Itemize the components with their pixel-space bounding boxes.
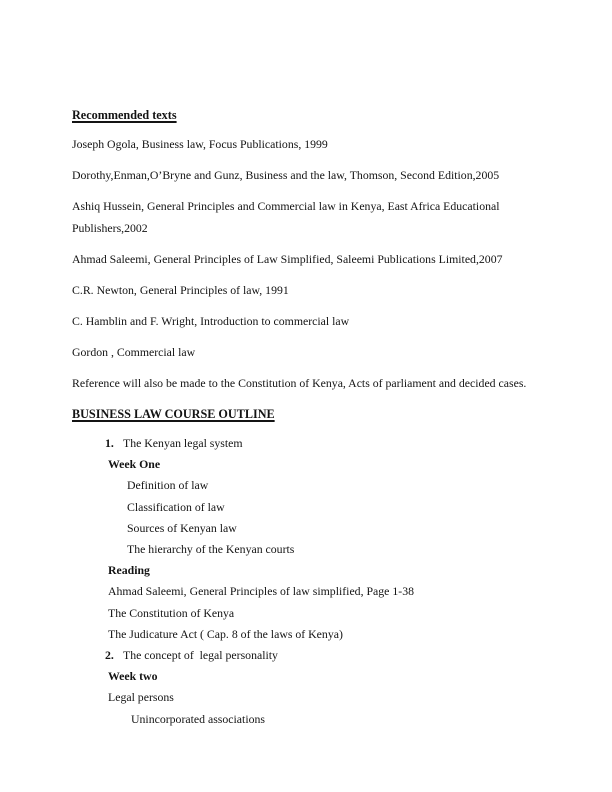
outline-item-text: The concept of legal personality xyxy=(123,648,278,663)
bibliography-line: Ahmad Saleemi, General Principles of Law Simplified, Saleemi Publications Limited,2007 xyxy=(72,252,503,266)
bibliography-line: C.R. Newton, General Principles of law, 1991 xyxy=(72,283,289,297)
outline-item: Definition of law xyxy=(127,478,209,493)
bibliography-line: Reference will also be made to the Constitution of Kenya, Acts of parliament and decided cases. xyxy=(72,376,527,390)
outline-item: Legal persons xyxy=(108,690,174,705)
bibliography-section xyxy=(72,133,582,394)
outline-item: Ahmad Saleemi, General Principles of law simplified, Page 1-38 xyxy=(108,584,414,599)
bibliography-paragraph xyxy=(72,133,582,155)
outline-item: Week two xyxy=(108,669,158,684)
document-content xyxy=(72,104,582,730)
bibliography-line: Joseph Ogola, Business law, Focus Publications, 1999 xyxy=(72,137,328,151)
outline-item xyxy=(72,645,582,666)
outline-item: The hierarchy of the Kenyan courts xyxy=(127,542,295,557)
bibliography-paragraph xyxy=(72,195,582,239)
bibliography-paragraph xyxy=(72,372,582,394)
bibliography-line: Dorothy,Enman,O’Bryne and Gunz, Business and the law, Thomson, Second Edition,2005 xyxy=(72,168,500,182)
course-outline-section xyxy=(72,433,582,730)
outline-item: Reading xyxy=(108,563,150,578)
bibliography-line: Publishers,2002 xyxy=(72,221,148,235)
bibliography-line: C. Hamblin and F. Wright, Introduction to commercial law xyxy=(72,314,350,328)
bibliography-paragraph xyxy=(72,164,582,186)
bibliography-paragraph xyxy=(72,279,582,301)
recommended-texts-heading: Recommended texts xyxy=(72,108,177,122)
bibliography-paragraph xyxy=(72,248,582,270)
bibliography-paragraph xyxy=(72,310,582,332)
outline-item: Unincorporated associations xyxy=(131,711,265,726)
bibliography-line: Gordon , Commercial law xyxy=(72,345,196,359)
outline-item xyxy=(72,433,582,454)
outline-item: Sources of Kenyan law xyxy=(127,520,237,535)
outline-item-number: 2. xyxy=(105,648,114,663)
bibliography-paragraph xyxy=(72,341,582,363)
bibliography-line: Ashiq Hussein, General Principles and Commercial law in Kenya, East Africa Educational xyxy=(72,199,500,213)
outline-item: Week One xyxy=(108,457,161,472)
course-outline-heading: BUSINESS LAW COURSE OUTLINE xyxy=(72,407,275,421)
outline-item: Classification of law xyxy=(127,499,225,514)
outline-item-number: 1. xyxy=(105,436,114,450)
outline-item-text: The Kenyan legal system xyxy=(123,436,243,450)
outline-item: The Constitution of Kenya xyxy=(108,605,235,620)
outline-item: The Judicature Act ( Cap. 8 of the laws of Kenya) xyxy=(108,626,343,641)
